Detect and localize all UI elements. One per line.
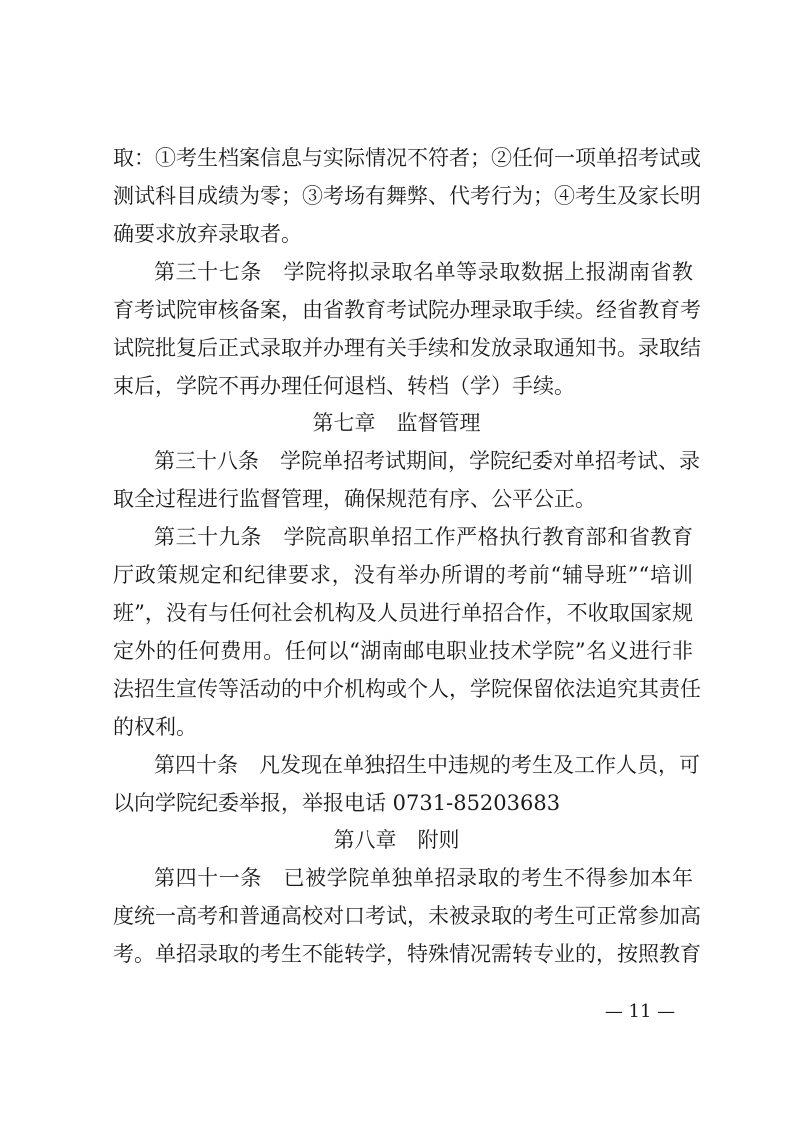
text-line: 考。单招录取的考生不能转学，特殊情况需转专业的，按照教育	[113, 942, 701, 966]
chapter-7-heading: 第七章 监督管理	[312, 411, 481, 435]
text-line: 班”，没有与任何社会机构及人员进行单招合作，不收取国家规	[113, 601, 693, 625]
text-line: 取全过程进行监督管理，确保规范有序、公平公正。	[113, 487, 596, 511]
text-line: 以向学院纪委举报，举报电话 0731-85203683	[113, 791, 561, 815]
text-line: 取：①考生档案信息与实际情况不符者；②任何一项单招考试或	[113, 146, 701, 170]
text-line: 定外的任何费用。任何以“湖南邮电职业技术学院”名义进行非	[113, 639, 693, 663]
text-line: 束后，学院不再办理任何退档、转档（学）手续。	[113, 374, 575, 398]
text-line: 法招生宣传等活动的中介机构或个人，学院保留依法追究其责任	[113, 677, 701, 701]
article-40-start: 第四十条 凡发现在单独招生中违规的考生及工作人员，可	[154, 753, 700, 777]
article-37-start: 第三十七条 学院将拟录取名单等录取数据上报湖南省教	[154, 260, 693, 284]
text-line: 测试科目成绩为零；③考场有舞弊、代考行为；④考生及家长明	[113, 184, 701, 208]
article-41-start: 第四十一条 已被学院单独单招录取的考生不得参加本年	[154, 866, 693, 890]
page-number: — 11 —	[604, 1001, 676, 1022]
chapter-8-heading: 第八章 附则	[333, 828, 460, 852]
text-line: 育考试院审核备案，由省教育考试院办理录取手续。经省教育考	[113, 298, 701, 322]
article-39-start: 第三十九条 学院高职单招工作严格执行教育部和省教育	[154, 525, 693, 549]
article-38-start: 第三十八条 学院单招考试期间，学院纪委对单招考试、录	[154, 449, 700, 473]
text-line: 的权利。	[113, 715, 197, 739]
text-line: 厅政策规定和纪律要求，没有举办所谓的考前“辅导班”“培训	[113, 563, 693, 587]
text-line: 度统一高考和普通高校对口考试，未被录取的考生可正常参加高	[113, 904, 701, 928]
text-line: 确要求放弃录取者。	[113, 222, 302, 246]
text-line: 试院批复后正式录取并办理有关手续和发放录取通知书。录取结	[113, 336, 701, 360]
